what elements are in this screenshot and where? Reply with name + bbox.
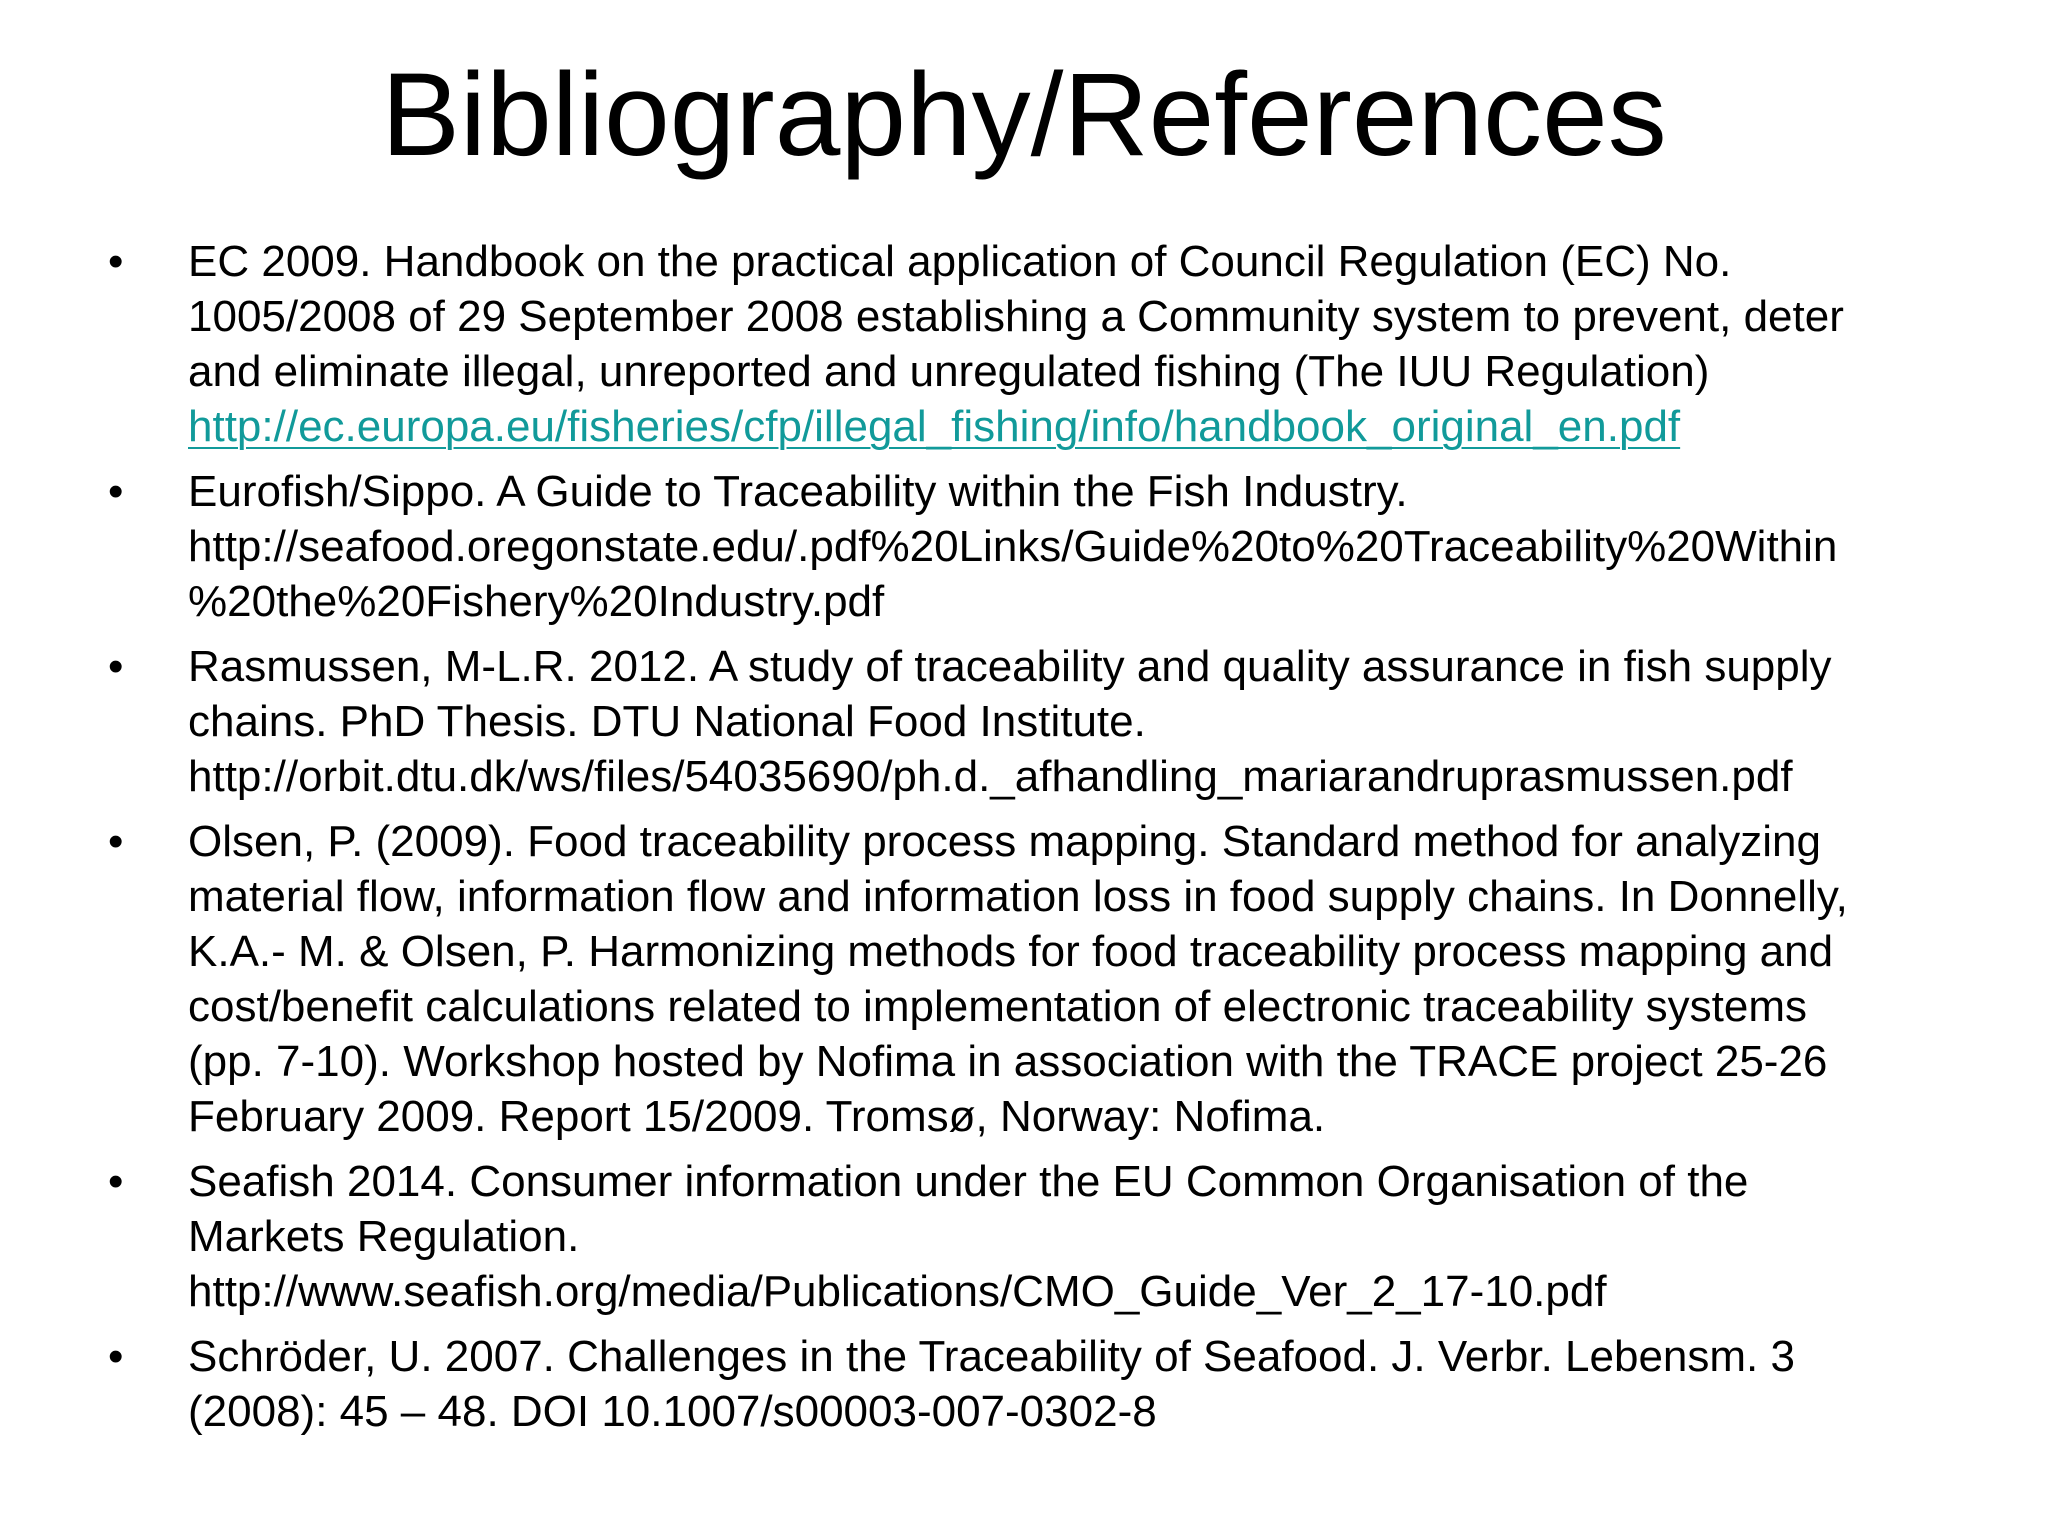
slide-title: Bibliography/References — [381, 49, 1667, 181]
reference-text-line: (2008): 45 – 48. DOI 10.1007/s00003-007-0302-8 — [188, 1387, 1157, 1436]
reference-item — [108, 464, 1948, 629]
reference-text-line: February 2009. Report 15/2009. Tromsø, Norway: Nofima. — [188, 1092, 1326, 1141]
reference-text-line: K.A.- M. & Olsen, P. Harmonizing methods for food traceability process mapping and — [188, 927, 1834, 976]
bullet-icon: • — [108, 237, 124, 286]
reference-item — [108, 1329, 1948, 1439]
bullet-icon: • — [108, 1157, 124, 1206]
reference-text-line: Olsen, P. (2009). Food traceability process mapping. Standard method for analyzing — [188, 817, 1821, 866]
bullet-icon: • — [108, 467, 124, 516]
reference-text-line: Eurofish/Sippo. A Guide to Traceability within the Fish Industry. — [188, 467, 1408, 516]
reference-text-line: chains. PhD Thesis. DTU National Food Institute. — [188, 697, 1146, 746]
reference-text-line: and eliminate illegal, unreported and unregulated fishing (The IUU Regulation) — [188, 347, 1710, 396]
reference-list — [108, 234, 1948, 1449]
reference-text-line: EC 2009. Handbook on the practical application of Council Regulation (EC) No. — [188, 237, 1732, 286]
reference-text-line: Rasmussen, M-L.R. 2012. A study of traceability and quality assurance in fish supply — [188, 642, 1832, 691]
reference-item — [108, 814, 1948, 1144]
bullet-icon: • — [108, 1332, 124, 1381]
reference-text-line: material flow, information flow and information loss in food supply chains. In Donnelly, — [188, 872, 1848, 921]
reference-text-line: Schröder, U. 2007. Challenges in the Traceability of Seafood. J. Verbr. Lebensm. 3 — [188, 1332, 1795, 1381]
reference-text-line: http://seafood.oregonstate.edu/.pdf%20Links/Guide%20to%20Traceability%20Within — [188, 522, 1838, 571]
reference-text-line: (pp. 7-10). Workshop hosted by Nofima in association with the TRACE project 25-26 — [188, 1037, 1828, 1086]
reference-text-line: http://orbit.dtu.dk/ws/files/54035690/ph.d._afhandling_mariarandruprasmussen.pdf — [188, 752, 1793, 801]
reference-text-line: 1005/2008 of 29 September 2008 establishing a Community system to prevent, deter — [188, 292, 1844, 341]
bullet-icon: • — [108, 817, 124, 866]
reference-item — [108, 639, 1948, 804]
reference-text-line: %20the%20Fishery%20Industry.pdf — [188, 577, 885, 626]
reference-item — [108, 234, 1948, 454]
reference-text-line: cost/benefit calculations related to implementation of electronic traceability systems — [188, 982, 1807, 1031]
reference-item — [108, 1154, 1948, 1319]
reference-text-line: Seafish 2014. Consumer information under the EU Common Organisation of the — [188, 1157, 1749, 1206]
reference-text-line: http://www.seafish.org/media/Publications/CMO_Guide_Ver_2_17-10.pdf — [188, 1267, 1607, 1316]
reference-text-line: Markets Regulation. — [188, 1212, 580, 1261]
reference-link[interactable]: http://ec.europa.eu/fisheries/cfp/illegal_fishing/info/handbook_original_en.pdf — [188, 402, 1681, 451]
bullet-icon: • — [108, 642, 124, 691]
